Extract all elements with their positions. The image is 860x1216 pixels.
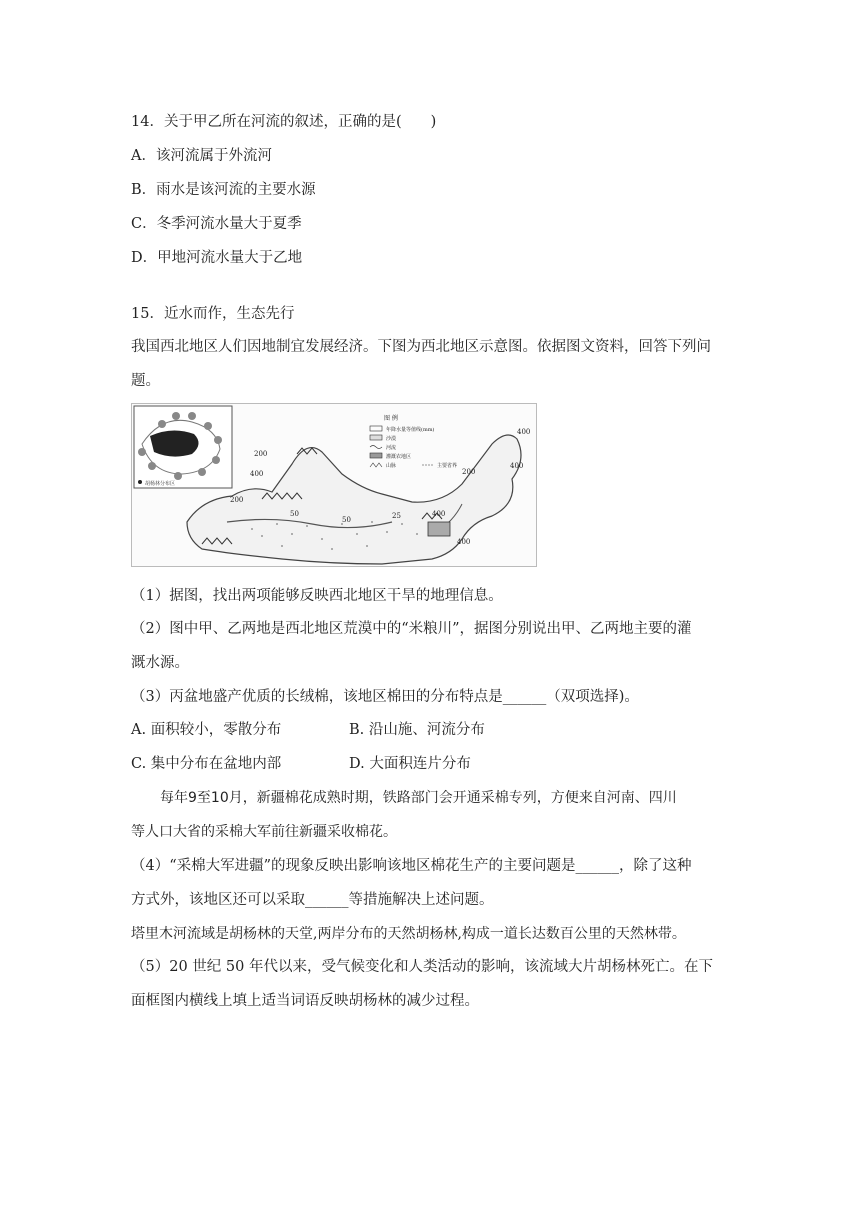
legend-item: 灌溉农地区 bbox=[386, 454, 412, 460]
legend-item: 主要省界 bbox=[437, 463, 458, 469]
legend-title: 图 例 bbox=[384, 415, 398, 422]
inset-legend-label: 胡杨林分布区 bbox=[145, 481, 176, 487]
sub3-option-b: B. 沿山施、河流分布 bbox=[349, 722, 485, 738]
tarim-passage: 塔里木河流域是胡杨林的天堂,两岸分布的天然胡杨林,构成一道长达数百公里的天然林带。 bbox=[131, 926, 686, 942]
q14-stem: 14．关于甲乙所在河流的叙述，正确的是( ) bbox=[131, 114, 437, 130]
isoline-label: 400 bbox=[432, 510, 446, 518]
sub-question-3: （3）丙盆地盛产优质的长绒棉，该地区棉田的分布特点是______（双项选择)。 bbox=[131, 689, 639, 705]
isoline-label: 50 bbox=[290, 510, 299, 518]
q15-title: 15．近水而作，生态先行 bbox=[131, 306, 295, 322]
map-legend bbox=[370, 414, 457, 469]
sub-question-5-cont: 面框图内横线上填上适当词语反映胡杨林的减少过程。 bbox=[131, 993, 479, 1009]
isoline-label: 50 bbox=[342, 516, 351, 524]
legend-item: 年降水量等值线(mm) bbox=[386, 427, 435, 433]
northwest-china-map bbox=[131, 403, 537, 567]
sub-question-2-cont: 溉水源。 bbox=[131, 655, 189, 671]
q15-intro-cont: 题。 bbox=[131, 373, 160, 389]
sub-question-4: （4）“采棉大军进疆”的现象反映出影响该地区棉花生产的主要问题是______，除了这种 bbox=[131, 858, 692, 874]
isoline-label: 400 bbox=[517, 428, 531, 436]
sub-question-1: （1）据图，找出两项能够反映西北地区干旱的地理信息。 bbox=[131, 588, 503, 604]
isoline-label: 400 bbox=[250, 470, 264, 478]
sub-question-5: （5）20 世纪 50 年代以来，受气候变化和人类活动的影响，该流域大片胡杨林死亡。在下 bbox=[131, 959, 713, 975]
sub3-option-c: C. 集中分布在盆地内部 bbox=[131, 756, 282, 772]
cotton-passage: 每年9至10月，新疆棉花成熟时期，铁路部门会开通采棉专列，方便来自河南、四川 bbox=[160, 790, 677, 806]
sub3-option-a: A. 面积较小，零散分布 bbox=[131, 722, 282, 738]
legend-item: 山脉 bbox=[386, 463, 397, 469]
cotton-passage-cont: 等人口大省的采棉大军前往新疆采收棉花。 bbox=[131, 824, 397, 840]
sub3-option-d: D. 大面积连片分布 bbox=[349, 756, 471, 772]
sub-question-2: （2）图中甲、乙两地是西北地区荒漠中的“米粮川”，据图分别说出甲、乙两地主要的灌 bbox=[131, 621, 692, 637]
isoline-label: 200 bbox=[230, 496, 244, 504]
q15-intro: 我国西北地区人们因地制宜发展经济。下图为西北地区示意图。依据图文资料，回答下列问 bbox=[131, 339, 711, 355]
inset-map bbox=[134, 406, 232, 488]
q14-option-d: D．甲地河流水量大于乙地 bbox=[131, 250, 303, 266]
legend-item: 河流 bbox=[386, 445, 397, 451]
isoline-label: 25 bbox=[392, 512, 401, 520]
legend-item: 沙漠 bbox=[386, 436, 397, 442]
isoline-label: 200 bbox=[462, 468, 476, 476]
sub-question-4-cont: 方式外，该地区还可以采取______等措施解决上述问题。 bbox=[131, 892, 494, 908]
isoline-label: 400 bbox=[457, 538, 471, 546]
q14-option-a: A．该河流属于外流河 bbox=[131, 148, 272, 164]
q14-option-b: B．雨水是该河流的主要水源 bbox=[131, 182, 316, 198]
isoline-label: 200 bbox=[254, 450, 268, 458]
q14-option-c: C．冬季河流水量大于夏季 bbox=[131, 216, 302, 232]
isoline-label: 400 bbox=[510, 462, 524, 470]
